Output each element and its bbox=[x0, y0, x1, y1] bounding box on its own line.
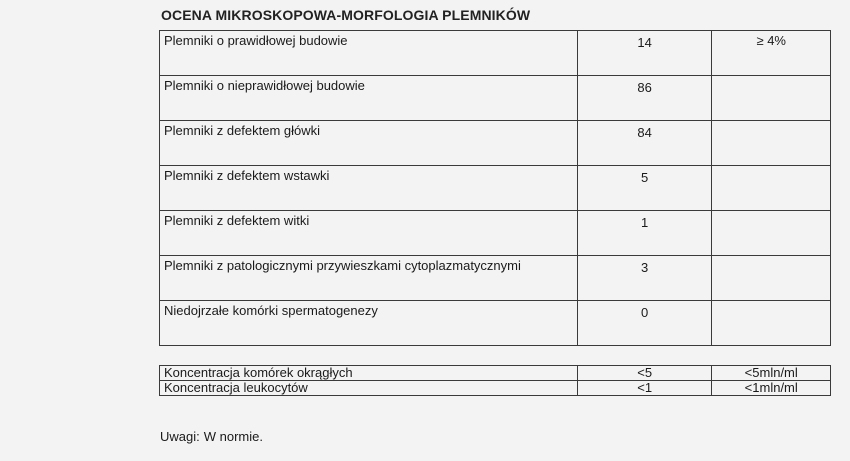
table-row bbox=[160, 121, 831, 166]
row-value: 0 bbox=[577, 301, 712, 346]
row-value: <5 bbox=[577, 366, 712, 381]
row-label: Plemniki z defektem witki bbox=[160, 211, 578, 256]
table-row bbox=[160, 211, 831, 256]
row-label: Plemniki z patologicznymi przywieszkami cytoplazmatycznymi bbox=[160, 256, 578, 301]
row-value: 1 bbox=[577, 211, 712, 256]
row-reference bbox=[712, 301, 831, 346]
report-title: OCENA MIKROSKOPOWA-MORFOLOGIA PLEMNIKÓW bbox=[161, 7, 531, 23]
table-row bbox=[160, 256, 831, 301]
row-reference bbox=[712, 211, 831, 256]
notes-text: W normie. bbox=[203, 429, 263, 444]
table-row bbox=[160, 366, 831, 381]
row-value: 86 bbox=[577, 76, 712, 121]
row-reference bbox=[712, 256, 831, 301]
table-row bbox=[160, 31, 831, 76]
table-row bbox=[160, 76, 831, 121]
row-label: Plemniki z defektem główki bbox=[160, 121, 578, 166]
row-label: Koncentracja leukocytów bbox=[160, 381, 578, 396]
row-value: 84 bbox=[577, 121, 712, 166]
row-value: 14 bbox=[577, 31, 712, 76]
row-value: 5 bbox=[577, 166, 712, 211]
row-label: Koncentracja komórek okrągłych bbox=[160, 366, 578, 381]
row-reference bbox=[712, 121, 831, 166]
row-label: Plemniki z defektem wstawki bbox=[160, 166, 578, 211]
table-row bbox=[160, 166, 831, 211]
table-row bbox=[160, 301, 831, 346]
concentration-table bbox=[159, 365, 831, 396]
row-reference: ≥ 4% bbox=[712, 31, 831, 76]
row-reference bbox=[712, 76, 831, 121]
row-label: Plemniki o prawidłowej budowie bbox=[160, 31, 578, 76]
row-reference: <5mln/ml bbox=[712, 366, 831, 381]
row-value: <1 bbox=[577, 381, 712, 396]
row-label: Plemniki o nieprawidłowej budowie bbox=[160, 76, 578, 121]
row-reference: <1mln/ml bbox=[712, 381, 831, 396]
table-row bbox=[160, 381, 831, 396]
row-label: Niedojrzałe komórki spermatogenezy bbox=[160, 301, 578, 346]
notes-label: Uwagi: bbox=[160, 429, 200, 444]
notes bbox=[160, 429, 267, 444]
row-value: 3 bbox=[577, 256, 712, 301]
row-reference bbox=[712, 166, 831, 211]
morphology-table bbox=[159, 30, 831, 346]
